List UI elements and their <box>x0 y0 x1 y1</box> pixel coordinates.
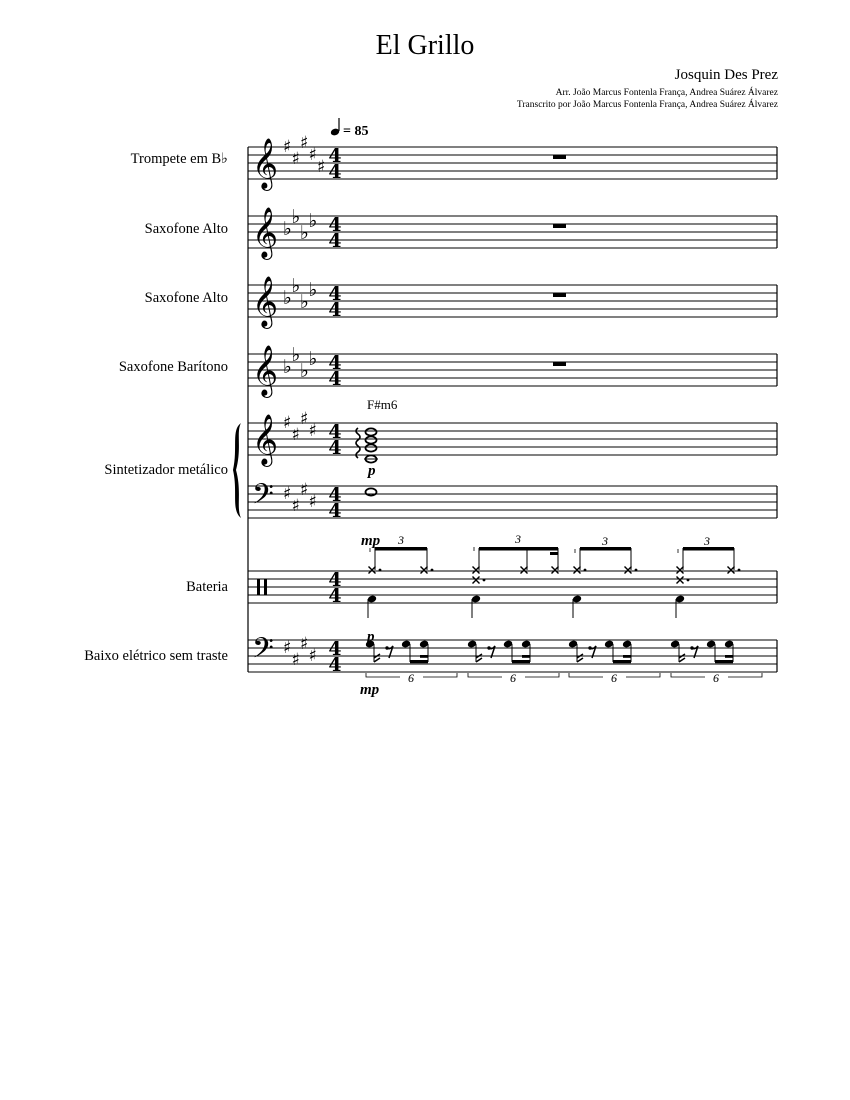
whole-rest <box>553 155 566 159</box>
augmentation-dot <box>687 579 690 582</box>
staff-lines <box>248 147 777 672</box>
sharp-icon: ♯ <box>300 634 309 654</box>
dynamic-synth: p <box>368 463 376 479</box>
time-signature-numerator: 4 <box>328 214 342 236</box>
drum-tuplet-number: 3 <box>398 533 404 547</box>
whole-note <box>366 436 377 443</box>
augmentation-dot <box>379 569 382 572</box>
note-beam <box>715 660 733 663</box>
synth-chord <box>356 428 378 496</box>
sharp-icon: ♯ <box>308 145 317 165</box>
transcriber-credit: Transcrito por João Marcus Fontenla França, Andrea Suárez Álvarez <box>516 100 778 110</box>
time-signature-denominator: 4 <box>328 585 342 607</box>
time-signature-numerator: 4 <box>328 352 342 374</box>
dynamic-drums-upper: mp <box>361 533 381 549</box>
sharp-icon: ♯ <box>291 496 300 516</box>
percussion-clef-icon <box>257 579 260 595</box>
augmentation-dot <box>483 579 486 582</box>
instrument-label-drums: Bateria <box>186 579 228 595</box>
time-signature-numerator: 4 <box>328 484 342 506</box>
sharp-icon: ♯ <box>317 157 326 177</box>
time-signature-denominator: 4 <box>328 161 342 183</box>
bass-tuplet-number: 6 <box>611 671 617 685</box>
percussion-clef-icon <box>264 579 267 595</box>
whole-rest <box>553 293 566 297</box>
time-signature-denominator: 4 <box>328 368 342 390</box>
flat-icon: ♭ <box>291 344 301 366</box>
piano-brace-icon <box>233 423 241 518</box>
augmentation-dot <box>738 569 741 572</box>
arranger-credit: Arr. João Marcus Fontenla França, Andrea Suárez Álvarez <box>555 88 778 98</box>
instrument-label-bass: Baixo elétrico sem traste <box>84 648 228 664</box>
flat-icon: ♭ <box>308 210 318 232</box>
drum-tuplet-number: 3 <box>602 534 608 548</box>
note-beam <box>623 655 631 658</box>
sharp-icon: ♯ <box>300 480 309 500</box>
bass-clef-icon: 𝄢 <box>252 632 274 672</box>
note-beam <box>512 660 530 663</box>
note-flag <box>577 654 583 662</box>
flat-icon: ♭ <box>308 348 318 370</box>
sharp-icon: ♯ <box>308 492 317 512</box>
treble-clef-icon: 𝄞 <box>252 345 279 396</box>
time-signature-denominator: 4 <box>328 500 342 522</box>
augmentation-dot <box>431 569 434 572</box>
time-signature-numerator: 4 <box>328 145 342 167</box>
sharp-icon: ♯ <box>291 425 300 445</box>
treble-clef-icon: 𝄞 <box>252 138 279 189</box>
eighth-rest-icon <box>385 646 388 649</box>
flat-icon: ♭ <box>283 218 292 240</box>
drum-tuplet-number: 3 <box>704 534 710 548</box>
bass-tuplet-number: 6 <box>408 671 414 685</box>
instrument-label-alto-sax-2: Saxofone Alto <box>144 290 228 306</box>
eighth-rest-icon <box>588 646 591 649</box>
flat-icon: ♭ <box>300 291 309 313</box>
note-flag <box>476 654 482 662</box>
flat-icon: ♭ <box>300 360 309 382</box>
instrument-label-alto-sax-1: Saxofone Alto <box>144 221 228 237</box>
chord-symbol: F#m6 <box>367 397 398 412</box>
flat-icon: ♭ <box>283 356 292 378</box>
sharp-icon: ♯ <box>291 149 300 169</box>
time-signature-denominator: 4 <box>328 230 342 252</box>
note-beam <box>725 655 733 658</box>
whole-rests <box>553 155 566 366</box>
instrument-label-baritone-sax: Saxofone Barítono <box>118 359 228 375</box>
flat-icon: ♭ <box>291 206 301 228</box>
augmentation-dot <box>584 569 587 572</box>
sharp-icon: ♯ <box>283 137 292 157</box>
note-flag <box>374 654 380 662</box>
time-signature-numerator: 4 <box>328 638 342 660</box>
note-beam <box>375 547 427 551</box>
bass-tuplet-number: 6 <box>510 671 516 685</box>
flat-icon: ♭ <box>300 222 309 244</box>
tempo-value: = 85 <box>343 124 369 139</box>
time-signature-numerator: 4 <box>328 569 342 591</box>
drum-pattern <box>367 547 741 618</box>
arpeggio-icon <box>356 428 360 458</box>
flat-icon: ♭ <box>308 279 318 301</box>
bass-tuplet-number: 6 <box>713 671 719 685</box>
note-beam <box>522 655 530 658</box>
sharp-icon: ♯ <box>308 421 317 441</box>
note-flag <box>679 654 685 662</box>
drum-tuplet-number: 3 <box>515 532 521 546</box>
bass-clef-icon: 𝄢 <box>252 478 274 518</box>
sharp-icon: ♯ <box>300 409 309 429</box>
time-signature-denominator: 4 <box>328 654 342 676</box>
note-beam <box>550 552 558 555</box>
sharp-icon: ♯ <box>283 413 292 433</box>
instrument-label-synth: Sintetizador metálico <box>104 462 228 478</box>
treble-clef-icon: 𝄞 <box>252 414 279 465</box>
instrument-label-trumpet: Trompete em B♭ <box>130 151 228 167</box>
key-signatures <box>283 133 325 670</box>
time-signature-numerator: 4 <box>328 421 342 443</box>
time-signature-digits <box>328 145 341 676</box>
sharp-icon: ♯ <box>308 646 317 666</box>
page-title: El Grillo <box>375 30 475 61</box>
composer-credit: Josquin Des Prez <box>674 67 778 83</box>
clefs <box>252 138 278 672</box>
time-signature-numerator: 4 <box>328 283 342 305</box>
dynamic-drums-lower: p <box>367 629 375 645</box>
whole-rest <box>553 362 566 366</box>
note-beam <box>479 547 558 551</box>
time-signature-denominator: 4 <box>328 437 342 459</box>
whole-rest <box>553 224 566 228</box>
augmentation-dot <box>635 569 638 572</box>
whole-note <box>366 444 377 451</box>
flat-icon: ♭ <box>283 287 292 309</box>
bass-pattern <box>365 640 762 677</box>
eighth-rest-icon <box>487 646 490 649</box>
note-beam <box>410 660 428 663</box>
whole-note <box>366 428 377 435</box>
eighth-rest-icon <box>690 646 693 649</box>
dynamic-bass: mp <box>360 682 380 698</box>
sharp-icon: ♯ <box>283 638 292 658</box>
sharp-icon: ♯ <box>283 484 292 504</box>
treble-clef-icon: 𝄞 <box>252 276 279 327</box>
treble-clef-icon: 𝄞 <box>252 207 279 258</box>
whole-note <box>366 488 377 495</box>
note-beam <box>613 660 631 663</box>
sharp-icon: ♯ <box>291 650 300 670</box>
tempo-marking <box>330 118 369 139</box>
note-beam <box>420 655 428 658</box>
flat-icon: ♭ <box>291 275 301 297</box>
time-signature-denominator: 4 <box>328 299 342 321</box>
sharp-icon: ♯ <box>300 133 309 153</box>
